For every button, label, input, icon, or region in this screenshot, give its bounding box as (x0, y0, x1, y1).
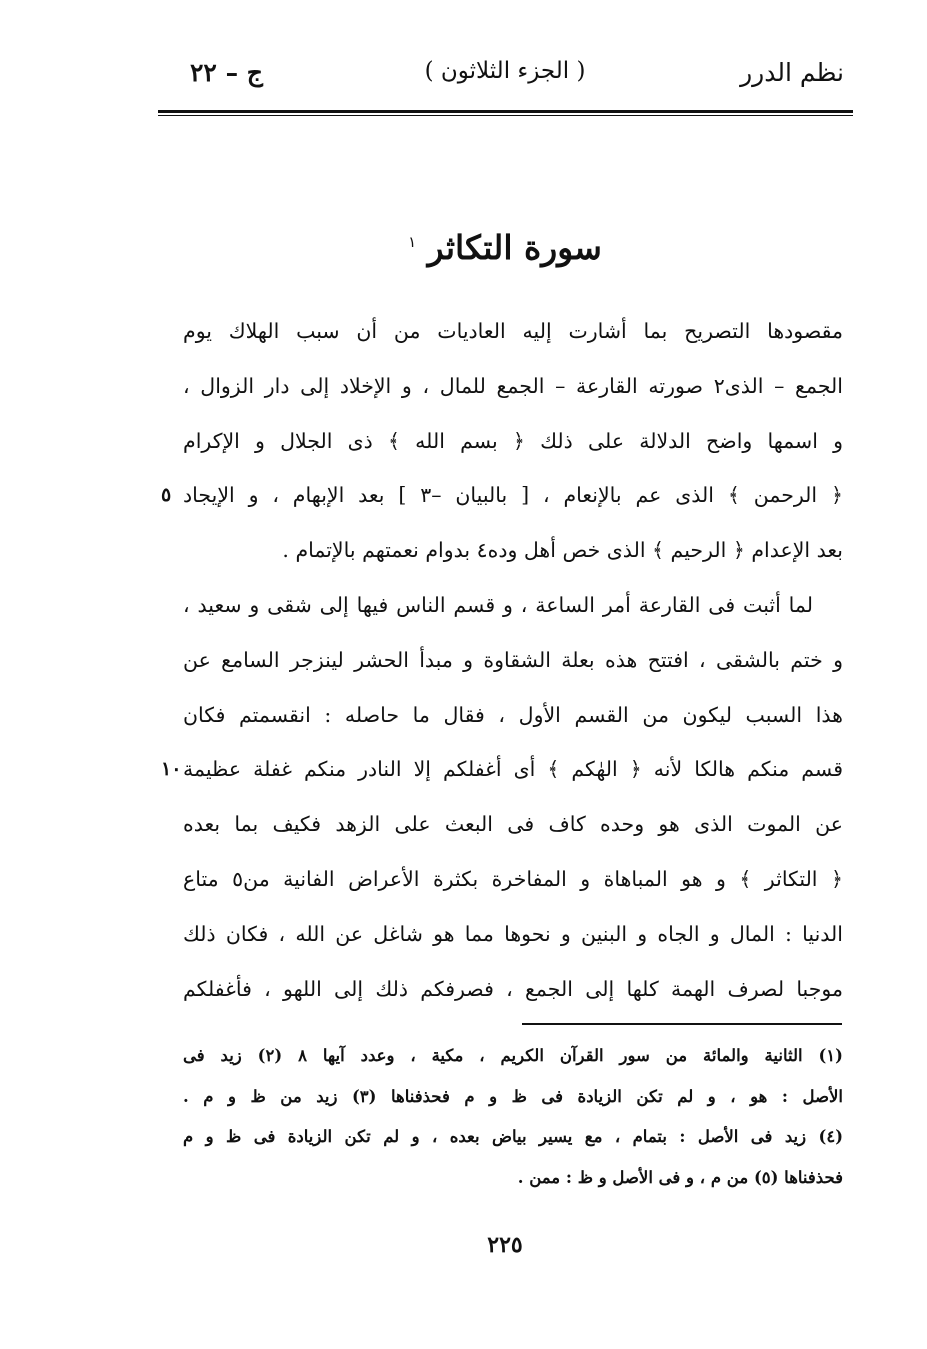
text-line-content: قسم منكم هالكا لأنه ﴿ الهٰكم ﴾ أى أغفلكم إلا النادر منكم غفلة عظيمة (183, 757, 843, 782)
header-rule (158, 110, 853, 116)
surah-title-text: سورة التكاثر (427, 228, 602, 267)
text-line: بعد الإعدام ﴿ الرحيم ﴾ الذى خص أهل وده٤ بدوام نعمتهم بالإتمام . (282, 538, 843, 563)
footnote-line: فحذفناها (٥) من م ، و فى الأصل و ظ : ممن . (517, 1167, 843, 1187)
surah-title-footnote-ref: ١ (408, 233, 417, 251)
text-line-content: ﴿ الرحمن ﴾ الذى عم بالإنعام ، [ بالبيان –٣ ] بعد الإبهام ، و الإيجاد (183, 483, 843, 508)
footnote-line: (٤) زيد فى الأصل : بتمام ، مع يسير بياض بعده ، و لم تكن الزيادة فى ظ و م (183, 1127, 843, 1146)
page-number: ٢٢٥ (487, 1232, 523, 1258)
text-line: لما أثبت فى القارعة أمر الساعة ، و قسم الناس فيها إلى شقى و سعيد ، (183, 592, 813, 617)
text-line: و اسمها واضح الدلالة على ذلك ﴿ بسم الله ﴾ ذى الجلال و الإكرام (183, 428, 843, 453)
text-line: مقصودها التصريح بما أشارت إليه العاديات من أن سبب الهلاك يوم (183, 319, 843, 343)
footnote-line: (١) الثانية والمائة من سور القرآن الكريم ، مكية ، وعدد آيها ٨ (٢) زيد فى (183, 1046, 843, 1065)
footnote-line: الأصل : هو ، و لم تكن الزيادة فى ظ و م فحذفناها (٣) زيد من ظ و م . (183, 1086, 843, 1106)
footnotes (183, 1036, 843, 1198)
main-text (161, 304, 843, 1016)
text-line: ﴿ التكاثر ﴾ و هو المباهاة و المفاخرة بكثرة الأعراض الفانية من٥ متاع (183, 866, 843, 891)
text-line: هذا السبب ليكون من القسم الأول ، فقال ما حاصله : انقسمتم فكان (183, 702, 843, 727)
text-line: موجبا لصرف الهمة كلها إلى الجمع ، فصرفكم ذلك إلى اللهو ، فأغفلكم (183, 976, 843, 1001)
volume-number: ج – ٢٢ (190, 58, 263, 87)
text-line-5 (161, 468, 843, 523)
surah-title (160, 228, 850, 267)
line-number-10: ١٠ (161, 758, 182, 781)
text-line: عن الموت الذى هو وحده كاف فى البعث على الزهد فكيف بما بعده (183, 812, 843, 837)
text-line: الجمع – الذى٢ صورته القارعة – الجمع للمال ، و الإخلاد إلى دار الزوال ، (183, 373, 843, 398)
running-header (160, 52, 850, 98)
part-name: ( الجزء الثلاثون ) (424, 58, 586, 84)
text-line-10 (161, 742, 843, 797)
book-title: نظم الدرر (740, 58, 844, 87)
footnote-separator (522, 1023, 842, 1025)
text-line: و ختم بالشقى ، افتتح هذه بعلة الشقاوة و مبدأ الحشر لينزجر السامع عن (183, 647, 843, 672)
text-line: الدنيا : المال و الجاه و البنين و نحوها مما هو شاغل عن الله ، فكان ذلك (183, 921, 843, 946)
line-number-5: ٥ (161, 484, 172, 507)
